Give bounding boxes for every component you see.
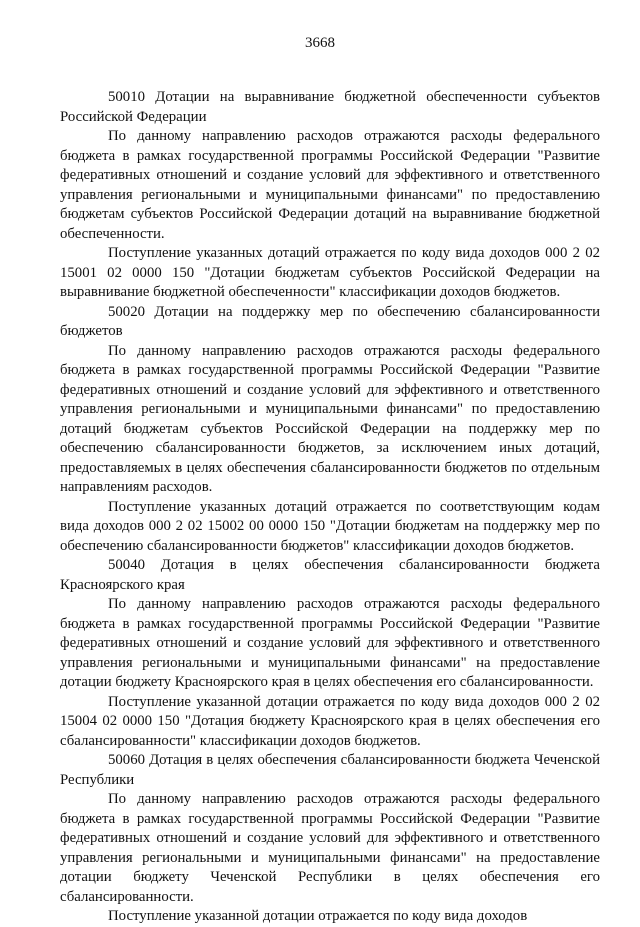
paragraph-50020-revenue-code: Поступление указанных дотаций отражается по соответствующим кодам вида доходов 000 2 02 15002 00 0000 150 "Дотации бюджетам на поддержку мер по обеспечению сбалансированности бюджетов" классификации доходов бюджетов. (60, 498, 600, 554)
heading-50010: 50010 Дотации на выравнивание бюджетной обеспеченности субъектов Российской Федерации (60, 89, 600, 125)
paragraph-50040-revenue-code: Поступление указанной дотации отражается по коду вида доходов 000 2 02 15004 02 0000 150 "Дотация бюджету Красноярского края в целях обеспечения его сбалансированности" классификации доходов бюджетов. (60, 693, 600, 749)
paragraph-50010-revenue-code: Поступление указанных дотаций отражается по коду вида доходов 000 2 02 15001 02 0000 150 "Дотации бюджетам субъектов Российской Федерации на выравнивание бюджетной обеспеченности" классификации доходов бюджетов. (60, 245, 600, 300)
paragraph-50010-description: По данному направлению расходов отражаются расходы федерального бюджета в рамках государственной программы Российской Федерации "Развитие федеративных отношений и создание условий для эффективного и ответственного управления региональными и муниципальными финансами" по предоставлению бюджетам субъектов Российской Федерации дотаций на выравнивание бюджетной обеспеченности. (60, 128, 600, 242)
paragraph-50020-description: По данному направлению расходов отражаются расходы федерального бюджета в рамках государственной программы Российской Федерации "Развитие федеративных отношений и создание условий для эффективного и ответственного управления региональными и муниципальными финансами" по предоставлению дотаций бюджетам субъектов Российской Федерации на поддержку мер по обеспечению сбалансированности бюджетов, за исключением иных дотаций, предоставляемых в целях обеспечения сбалансированности бюджетов по отдельным направлениям расходов. (60, 342, 600, 495)
paragraph-50060-description: По данному направлению расходов отражаются расходы федерального бюджета в рамках государственной программы Российской Федерации "Развитие федеративных отношений и создание условий для эффективного и ответственного управления региональными и муниципальными финансами" на предоставление дотации бюджету Чеченской Республики в целях обеспечения его сбалансированности. (60, 791, 600, 905)
heading-50060: 50060 Дотация в целях обеспечения сбалансированности бюджета Чеченской Республики (60, 752, 600, 788)
paragraph-50040-description: По данному направлению расходов отражаются расходы федерального бюджета в рамках государственной программы Российской Федерации "Развитие федеративных отношений и создание условий для эффективного и ответственного управления региональными и муниципальными финансами" на предоставление дотации бюджету Красноярского края в целях обеспечения его сбалансированности. (60, 596, 600, 690)
document-body (60, 88, 600, 927)
heading-50040: 50040 Дотация в целях обеспечения сбалансированности бюджета Красноярского края (60, 557, 600, 593)
page-number: 3668 (305, 35, 335, 51)
heading-50020: 50020 Дотации на поддержку мер по обеспечению сбалансированности бюджетов (60, 303, 600, 339)
paragraph-50060-revenue-code: Поступление указанной дотации отражается по коду вида доходов (108, 908, 528, 924)
